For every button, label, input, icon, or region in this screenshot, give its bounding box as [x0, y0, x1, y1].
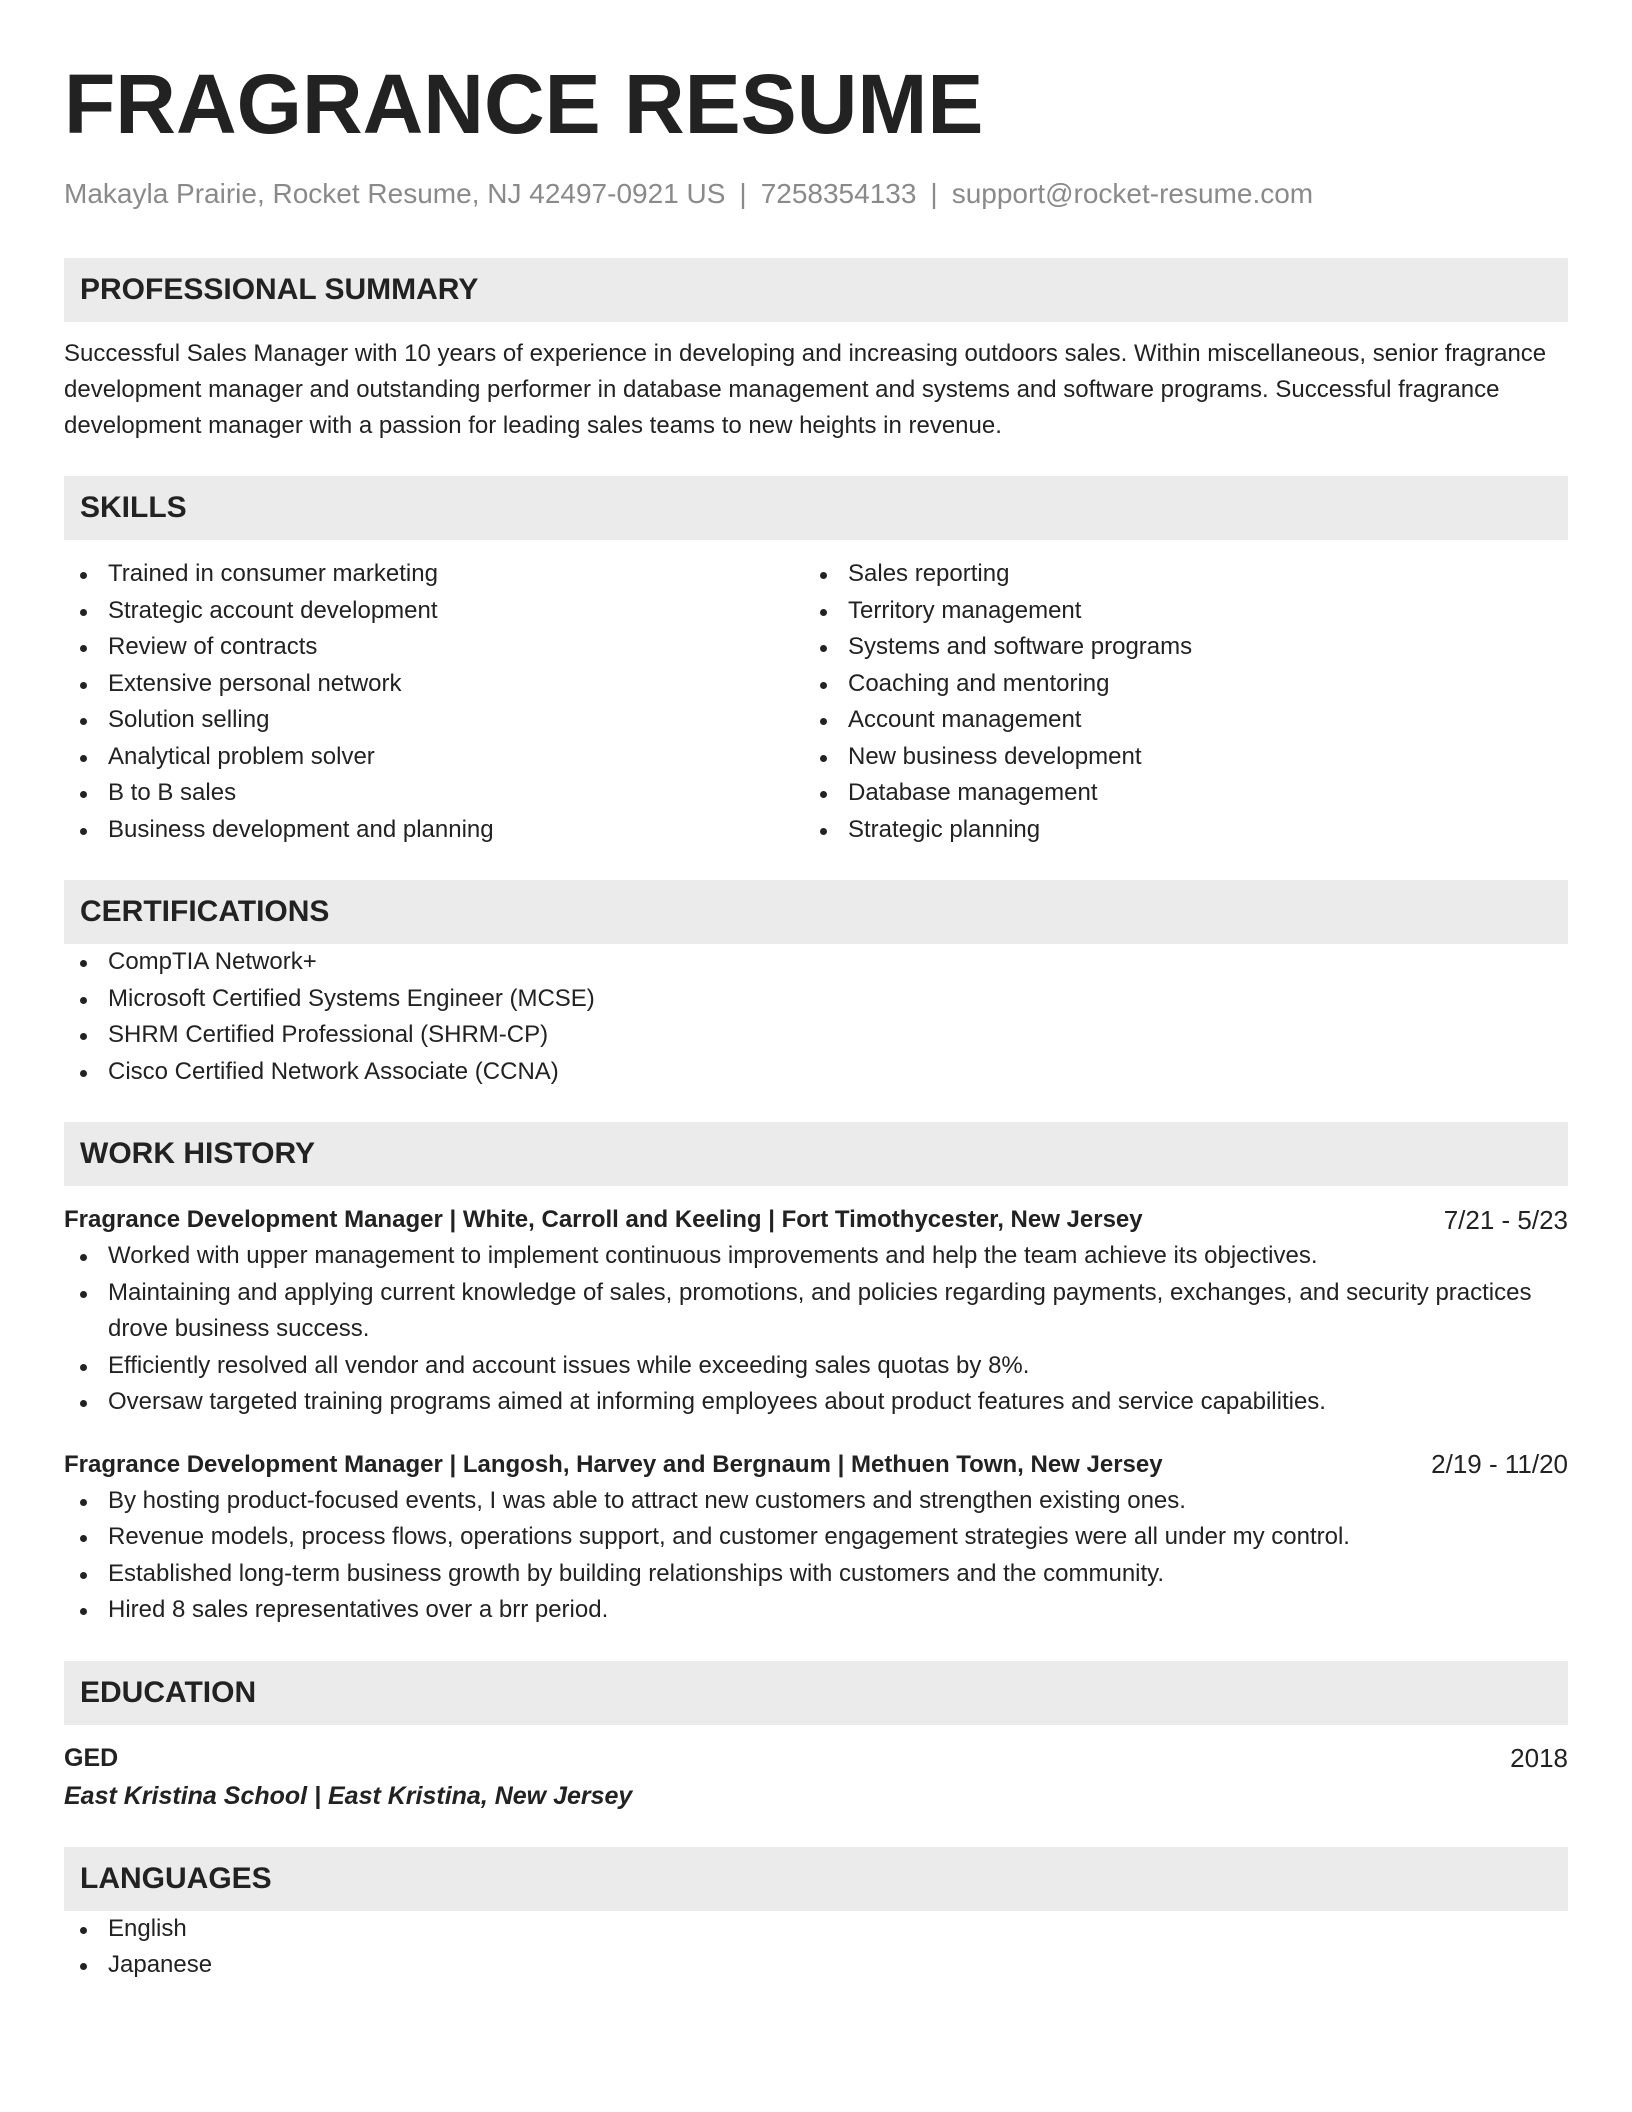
job-bullet: Hired 8 sales representatives over a brr period. — [64, 1592, 1568, 1629]
education-heading: EDUCATION — [64, 1661, 1568, 1725]
job-bullet: By hosting product-focused events, I was able to attract new customers and strengthen existing ones. — [64, 1483, 1568, 1520]
skill-item: Account management — [804, 702, 1544, 739]
summary-heading: PROFESSIONAL SUMMARY — [64, 258, 1568, 322]
education-entry — [64, 1741, 1568, 1815]
languages-list — [64, 1911, 1568, 1984]
job-entry — [64, 1447, 1568, 1629]
job-header — [64, 1202, 1568, 1238]
contact-address: Makayla Prairie, Rocket Resume, NJ 42497-0921 US — [64, 178, 726, 209]
contact-email: support@rocket-resume.com — [951, 178, 1314, 209]
certifications-heading: CERTIFICATIONS — [64, 880, 1568, 944]
summary-text: Successful Sales Manager with 10 years of experience in developing and increasing outdoors sales. Within miscellaneous, senior fragrance development manager and outstanding performer in database management and systems and software programs. Successful fragrance development manager with a passion for leading sales teams to new heights in revenue. — [64, 340, 1547, 439]
skill-item: Review of contracts — [64, 629, 804, 666]
job-bullet: Oversaw targeted training programs aimed at informing employees about product features and service capabilities. — [64, 1384, 1568, 1421]
job-bullet: Maintaining and applying current knowledge of sales, promotions, and policies regarding payments, exchanges, and security practices drove business success. — [64, 1275, 1568, 1348]
skill-item: Territory management — [804, 593, 1544, 630]
skills-column-right — [804, 556, 1544, 848]
job-bullet: Established long-term business growth by building relationships with customers and the community. — [64, 1556, 1568, 1593]
skill-item: Extensive personal network — [64, 666, 804, 703]
contact-separator: | — [739, 178, 747, 209]
skill-item: Coaching and mentoring — [804, 666, 1544, 703]
language-item: Japanese — [64, 1947, 1568, 1984]
job-bullets — [64, 1483, 1568, 1629]
skill-item: Database management — [804, 775, 1544, 812]
certification-item: Microsoft Certified Systems Engineer (MCSE) — [64, 981, 1568, 1018]
contact-line — [64, 176, 1568, 212]
skill-item: Business development and planning — [64, 812, 804, 849]
certification-item: CompTIA Network+ — [64, 944, 1568, 981]
education-degree: GED — [64, 1744, 119, 1772]
skills-heading: SKILLS — [64, 476, 1568, 540]
skill-item: Solution selling — [64, 702, 804, 739]
skills-grid — [64, 556, 1568, 848]
skills-list-right — [804, 556, 1544, 848]
job-bullet: Efficiently resolved all vendor and account issues while exceeding sales quotas by 8%. — [64, 1348, 1568, 1385]
skill-item: Systems and software programs — [804, 629, 1544, 666]
language-item: English — [64, 1911, 1568, 1948]
certifications-list — [64, 944, 1568, 1090]
job-header — [64, 1447, 1568, 1483]
education-header — [64, 1741, 1568, 1777]
job-title: Fragrance Development Manager | White, Carroll and Keeling | Fort Timothycester, New Jersey — [64, 1206, 1143, 1233]
skill-item: Analytical problem solver — [64, 739, 804, 776]
job-bullets — [64, 1238, 1568, 1421]
certification-item: SHRM Certified Professional (SHRM-CP) — [64, 1017, 1568, 1054]
skill-item: Sales reporting — [804, 556, 1544, 593]
skill-item: Trained in consumer marketing — [64, 556, 804, 593]
resume-title: FRAGRANCE RESUME — [64, 57, 984, 151]
languages-heading: LANGUAGES — [64, 1847, 1568, 1911]
job-bullet: Worked with upper management to implement continuous improvements and help the team achieve its objectives. — [64, 1238, 1568, 1275]
skill-item: Strategic planning — [804, 812, 1544, 849]
skills-list-left — [64, 556, 804, 848]
skill-item: New business development — [804, 739, 1544, 776]
certification-item: Cisco Certified Network Associate (CCNA) — [64, 1054, 1568, 1091]
work-history-heading: WORK HISTORY — [64, 1122, 1568, 1186]
education-school: East Kristina School | East Kristina, New Jersey — [64, 1781, 633, 1810]
job-bullet: Revenue models, process flows, operations support, and customer engagement strategies were all under my control. — [64, 1519, 1568, 1556]
contact-phone: 7258354133 — [760, 178, 917, 209]
job-dates: 2/19 - 11/20 — [1431, 1449, 1568, 1479]
skill-item: B to B sales — [64, 775, 804, 812]
contact-separator: | — [930, 178, 938, 209]
skills-column-left — [64, 556, 804, 848]
education-year: 2018 — [1510, 1743, 1568, 1773]
job-title: Fragrance Development Manager | Langosh, Harvey and Bergnaum | Methuen Town, New Jersey — [64, 1450, 1163, 1478]
job-dates: 7/21 - 5/23 — [1443, 1204, 1568, 1235]
job-entry — [64, 1202, 1568, 1421]
skill-item: Strategic account development — [64, 593, 804, 630]
